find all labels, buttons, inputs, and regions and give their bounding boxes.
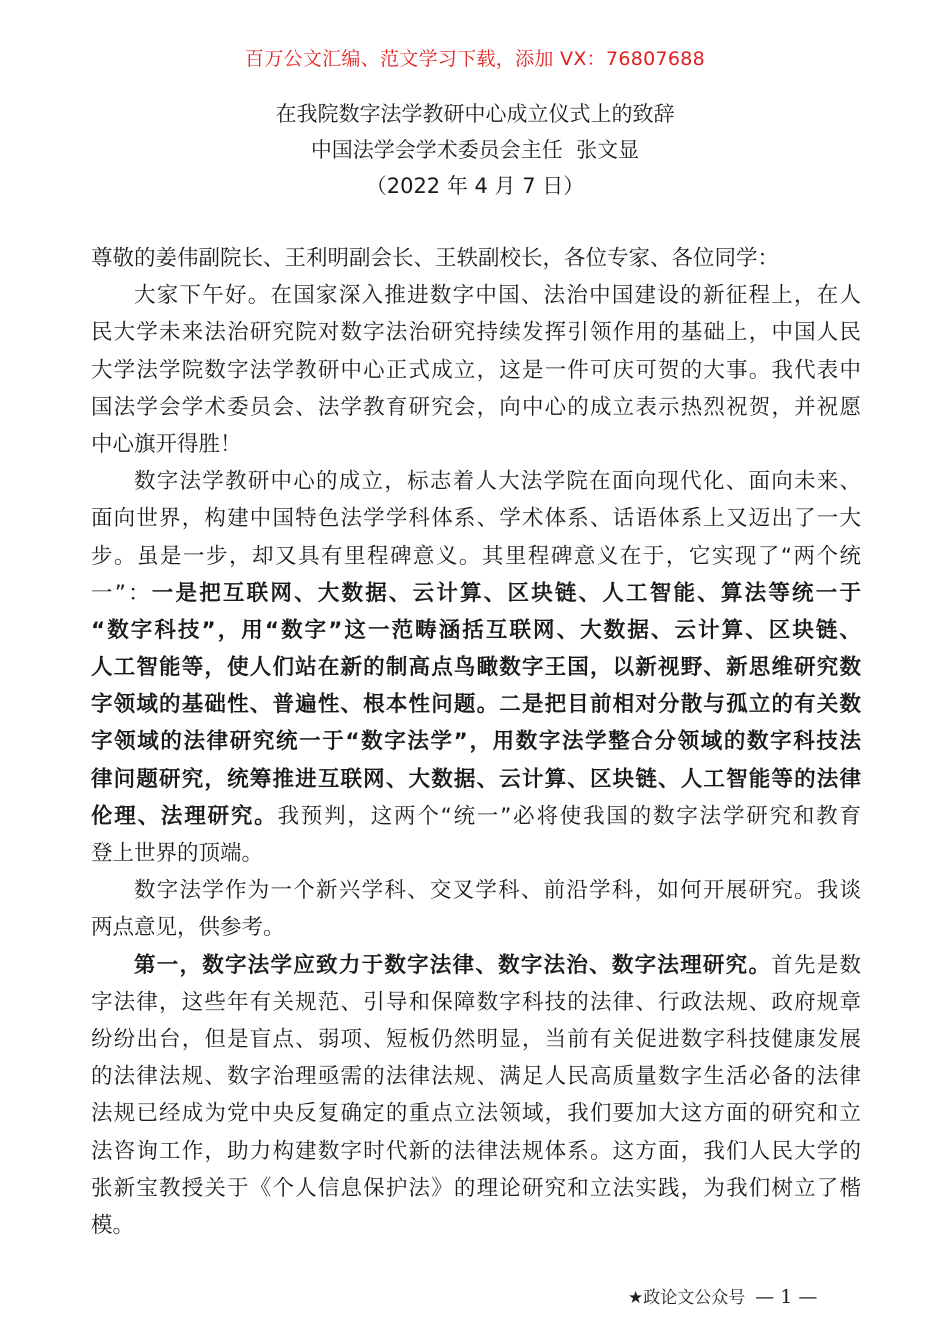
text-line: 民大学未来法治研究院对数字法治研究持续发挥引领作用的基础上，中国人民: [91, 320, 861, 346]
page-number: — 1 —: [755, 1286, 818, 1308]
text-emphasis: 一是把互联网、大数据、云计算、区块链、人工智能、算法等统一于: [151, 580, 861, 606]
text-line: 大学法学院数字法学教研中心正式成立，这是一件可庆可贺的大事。我代表中: [91, 357, 861, 383]
speech-date: （2022 年 4 月 7 日）: [365, 174, 585, 198]
promo-banner: 百万公文汇编、范文学习下载，添加 VX：76807688: [244, 48, 706, 70]
paragraph-intro-points: [91, 872, 861, 946]
text-line: 面向世界，构建中国特色法学学科体系、学术体系、话语体系上又迈出了一大: [91, 506, 861, 532]
text-line: 法咨询工作，助力构建数字时代新的法律法规体系。这方面，我们人民大学的: [91, 1138, 861, 1164]
text-normal: 我预判，这两个“统一”必将使我国的数字法学研究和教育: [277, 803, 861, 829]
text-line: [91, 798, 861, 835]
text-line: 数字法学作为一个新兴学科、交叉学科、前沿学科，如何开展研究。我谈: [134, 878, 861, 904]
page-footer: [628, 1283, 817, 1308]
text-line-emphasis: 律问题研究，统筹推进互联网、大数据、云计算、区块链、人工智能等的法律: [91, 766, 861, 792]
text-normal: 一”：: [91, 580, 152, 606]
paragraph-point-one: [91, 947, 861, 1245]
text-line: 数字法学教研中心的成立，标志着人大法学院在面向现代化、面向未来、: [134, 469, 861, 495]
paragraph-significance: [91, 463, 861, 872]
title-block: [0, 96, 950, 204]
text-line-emphasis: 字领域的法律研究统一于“数字法学”，用数字法学整合分领域的数字科技法: [91, 729, 861, 755]
text-line: [91, 575, 861, 612]
text-line: 登上世界的顶端。: [91, 841, 264, 866]
speech-author: 中国法学会学术委员会主任 张文显: [310, 138, 640, 162]
text-normal: 首先是数: [771, 952, 861, 978]
point-heading: 第一，数字法学应致力于数字法律、数字法治、数字法理研究。: [134, 952, 772, 978]
speech-title: 在我院数字法学教研中心成立仪式上的致辞: [275, 102, 675, 126]
salutation: 尊敬的姜伟副院长、王利明副会长、王轶副校长，各位专家、各位同学：: [91, 246, 780, 271]
footer-source: ★政论文公众号: [628, 1288, 746, 1308]
text-line: 纷纷出台，但是盲点、弱项、短板仍然明显，当前有关促进数字科技健康发展: [91, 1026, 861, 1052]
paragraph-greeting: [91, 277, 861, 463]
text-line: 法规已经成为党中央反复确定的重点立法领域，我们要加大这方面的研究和立: [91, 1101, 861, 1127]
text-line: 字法律，这些年有关规范、引导和保障数字科技的法律、行政法规、政府规章: [91, 989, 861, 1015]
speech-body: [91, 240, 861, 1244]
text-line-emphasis: 人工智能等，使人们站在新的制高点鸟瞰数字王国，以新视野、新思维研究数: [91, 655, 861, 681]
text-line: 大家下午好。在国家深入推进数字中国、法治中国建设的新征程上，在人: [134, 283, 861, 309]
text-emphasis: 伦理、法理研究。: [91, 803, 278, 829]
text-line: 国法学会学术委员会、法学教育研究会，向中心的成立表示热烈祝贺，并祝愿: [91, 394, 861, 420]
text-line: 两点意见，供参考。: [91, 915, 285, 941]
text-line: 的法律法规、数字治理亟需的法律法规、满足人民高质量数字生活必备的法律: [91, 1064, 861, 1090]
text-line: 中心旗开得胜！: [91, 431, 242, 457]
text-line: 张新宝教授关于《个人信息保护法》的理论研究和立法实践，为我们树立了楷: [91, 1175, 861, 1201]
text-line-emphasis: “数字科技”，用“数字”这一范畴涵括互联网、大数据、云计算、区块链、: [91, 617, 861, 643]
text-line: 步。虽是一步，却又具有里程碑意义。其里程碑意义在于，它实现了“两个统: [91, 543, 861, 569]
text-line: 模。: [91, 1212, 135, 1238]
text-line-emphasis: 字领域的基础性、普遍性、根本性问题。二是把目前相对分散与孤立的有关数: [91, 692, 861, 718]
text-line: [91, 947, 861, 984]
